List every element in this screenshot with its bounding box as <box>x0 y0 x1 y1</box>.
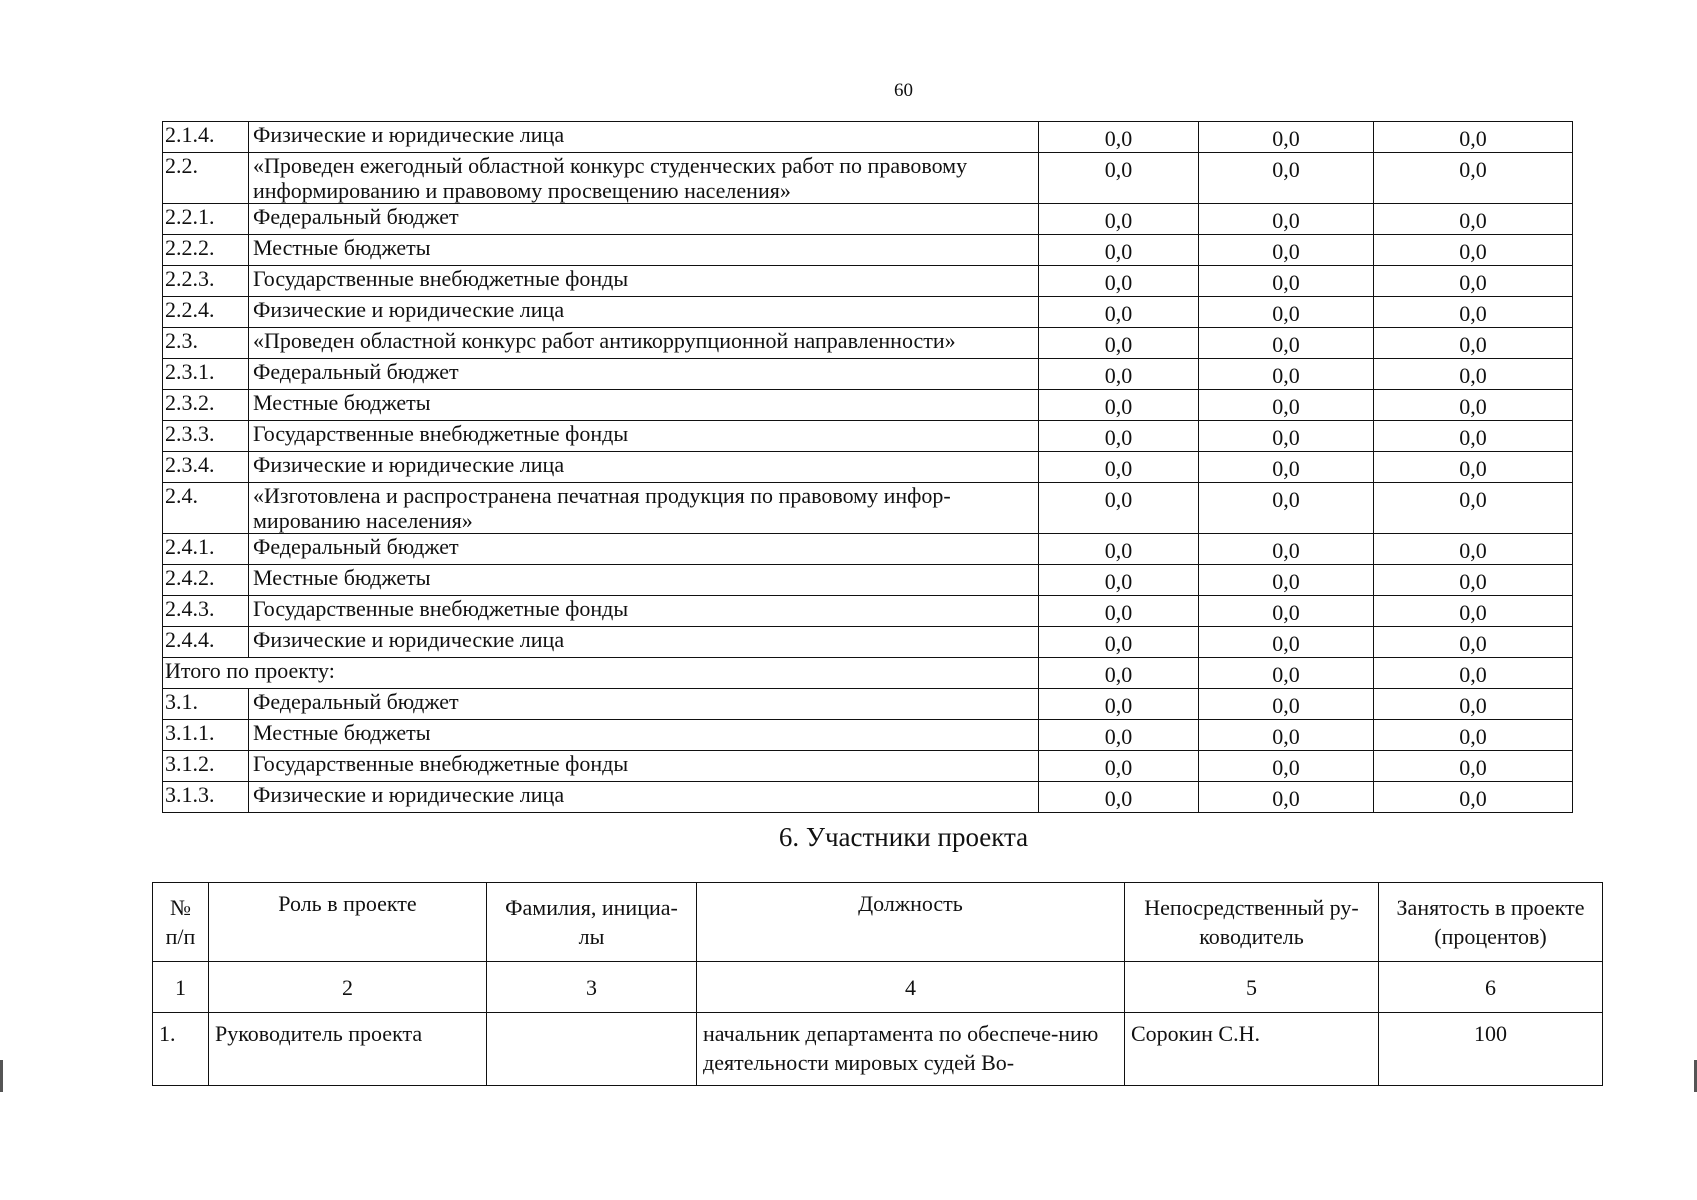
total-sub-row <box>163 751 1573 782</box>
row-code: 2.4. <box>163 483 249 534</box>
value-cell: 0,0 <box>1374 534 1573 565</box>
value-cell: 0,0 <box>1374 483 1573 534</box>
value-cell: 0,0 <box>1199 204 1374 235</box>
budget-row <box>163 266 1573 297</box>
value-cell: 0,0 <box>1199 565 1374 596</box>
value-cell: 0,0 <box>1374 328 1573 359</box>
value-cell: 0,0 <box>1199 534 1374 565</box>
row-name: Физические и юридические лица <box>249 452 1039 483</box>
row-name: Федеральный бюджет <box>249 689 1039 720</box>
page-number: 60 <box>894 80 913 101</box>
row-code: 2.4.3. <box>163 596 249 627</box>
column-number: 3 <box>487 962 697 1013</box>
value-cell: 0,0 <box>1039 266 1199 297</box>
value-cell: 0,0 <box>1199 658 1374 689</box>
value-cell: 0,0 <box>1039 235 1199 266</box>
row-code: 3.1.1. <box>163 720 249 751</box>
left-edge-mark <box>0 1060 3 1092</box>
header-manager: Непосредственный ру-ководитель <box>1125 883 1379 962</box>
budget-row <box>163 596 1573 627</box>
budget-row <box>163 627 1573 658</box>
budget-row <box>163 359 1573 390</box>
value-cell: 0,0 <box>1374 689 1573 720</box>
row-name: Местные бюджеты <box>249 720 1039 751</box>
budget-table-body <box>163 122 1573 813</box>
value-cell: 0,0 <box>1039 534 1199 565</box>
value-cell: 0,0 <box>1374 235 1573 266</box>
budget-row <box>163 235 1573 266</box>
row-name: «Изготовлена и распространена печатная продукция по правовому инфор-мированию населения» <box>249 483 1039 534</box>
value-cell: 0,0 <box>1199 483 1374 534</box>
value-cell: 0,0 <box>1374 122 1573 153</box>
value-cell: 0,0 <box>1199 122 1374 153</box>
header-number: № п/п <box>153 883 209 962</box>
budget-row <box>163 153 1573 204</box>
budget-row <box>163 204 1573 235</box>
budget-row <box>163 421 1573 452</box>
value-cell: 0,0 <box>1374 359 1573 390</box>
participant-row <box>153 1013 1603 1086</box>
row-code: 3.1. <box>163 689 249 720</box>
value-cell: 0,0 <box>1374 565 1573 596</box>
value-cell: 0,0 <box>1199 452 1374 483</box>
row-code: 2.4.4. <box>163 627 249 658</box>
row-name: «Проведен ежегодный областной конкурс студенческих работ по правовому информированию и правовому просвещению населения» <box>249 153 1039 204</box>
row-code: 2.3.1. <box>163 359 249 390</box>
participant-manager: Сорокин С.Н. <box>1125 1013 1379 1086</box>
value-cell: 0,0 <box>1199 627 1374 658</box>
value-cell: 0,0 <box>1039 483 1199 534</box>
row-name: Государственные внебюджетные фонды <box>249 751 1039 782</box>
value-cell: 0,0 <box>1199 720 1374 751</box>
value-cell: 0,0 <box>1374 266 1573 297</box>
total-sub-row <box>163 720 1573 751</box>
total-row <box>163 658 1573 689</box>
row-code: 2.3.3. <box>163 421 249 452</box>
participant-role: Руководитель проекта <box>209 1013 487 1086</box>
value-cell: 0,0 <box>1199 297 1374 328</box>
participant-name <box>487 1013 697 1086</box>
value-cell: 0,0 <box>1199 596 1374 627</box>
budget-table <box>162 121 1573 813</box>
value-cell: 0,0 <box>1374 627 1573 658</box>
value-cell: 0,0 <box>1039 122 1199 153</box>
value-cell: 0,0 <box>1039 153 1199 204</box>
value-cell: 0,0 <box>1374 782 1573 813</box>
row-name: Местные бюджеты <box>249 235 1039 266</box>
value-cell: 0,0 <box>1199 751 1374 782</box>
value-cell: 0,0 <box>1199 359 1374 390</box>
column-number-row <box>153 962 1603 1013</box>
value-cell: 0,0 <box>1374 297 1573 328</box>
value-cell: 0,0 <box>1039 627 1199 658</box>
row-code: 2.2.2. <box>163 235 249 266</box>
value-cell: 0,0 <box>1199 782 1374 813</box>
header-name: Фамилия, инициа-лы <box>487 883 697 962</box>
value-cell: 0,0 <box>1039 782 1199 813</box>
row-code: 2.2.4. <box>163 297 249 328</box>
row-code: 2.1.4. <box>163 122 249 153</box>
budget-row <box>163 534 1573 565</box>
header-role: Роль в проекте <box>209 883 487 962</box>
value-cell: 0,0 <box>1199 421 1374 452</box>
value-cell: 0,0 <box>1199 390 1374 421</box>
row-code: 2.2.1. <box>163 204 249 235</box>
participant-position: начальник департамента по обеспече-нию деятельности мировых судей Во- <box>697 1013 1125 1086</box>
row-name: Федеральный бюджет <box>249 359 1039 390</box>
row-code: 3.1.3. <box>163 782 249 813</box>
value-cell: 0,0 <box>1039 658 1199 689</box>
value-cell: 0,0 <box>1199 328 1374 359</box>
header-position: Должность <box>697 883 1125 962</box>
value-cell: 0,0 <box>1039 359 1199 390</box>
budget-row <box>163 483 1573 534</box>
row-code: 3.1.2. <box>163 751 249 782</box>
section-title: 6. Участники проекта <box>778 822 1029 852</box>
value-cell: 0,0 <box>1374 390 1573 421</box>
row-code: 2.3.4. <box>163 452 249 483</box>
value-cell: 0,0 <box>1039 596 1199 627</box>
column-number: 2 <box>209 962 487 1013</box>
column-number: 1 <box>153 962 209 1013</box>
value-cell: 0,0 <box>1039 421 1199 452</box>
participants-header-row <box>153 883 1603 962</box>
value-cell: 0,0 <box>1039 204 1199 235</box>
header-employment: Занятость в проекте (процентов) <box>1379 883 1603 962</box>
value-cell: 0,0 <box>1199 266 1374 297</box>
row-code: 2.4.1. <box>163 534 249 565</box>
value-cell: 0,0 <box>1374 204 1573 235</box>
value-cell: 0,0 <box>1374 658 1573 689</box>
row-name: Государственные внебюджетные фонды <box>249 421 1039 452</box>
value-cell: 0,0 <box>1199 689 1374 720</box>
participants-table <box>152 882 1603 1086</box>
value-cell: 0,0 <box>1374 421 1573 452</box>
row-name: Местные бюджеты <box>249 390 1039 421</box>
budget-row <box>163 122 1573 153</box>
budget-row <box>163 297 1573 328</box>
budget-row <box>163 452 1573 483</box>
row-code: 2.2.3. <box>163 266 249 297</box>
budget-row <box>163 328 1573 359</box>
column-number: 5 <box>1125 962 1379 1013</box>
value-cell: 0,0 <box>1039 328 1199 359</box>
value-cell: 0,0 <box>1039 565 1199 596</box>
value-cell: 0,0 <box>1039 720 1199 751</box>
column-number: 4 <box>697 962 1125 1013</box>
row-name: Федеральный бюджет <box>249 204 1039 235</box>
row-code: 2.4.2. <box>163 565 249 596</box>
total-sub-row <box>163 782 1573 813</box>
row-name: Государственные внебюджетные фонды <box>249 266 1039 297</box>
row-code: 2.3.2. <box>163 390 249 421</box>
participant-number: 1. <box>153 1013 209 1086</box>
row-name: Физические и юридические лица <box>249 297 1039 328</box>
value-cell: 0,0 <box>1374 751 1573 782</box>
value-cell: 0,0 <box>1039 297 1199 328</box>
value-cell: 0,0 <box>1039 689 1199 720</box>
total-sub-row <box>163 689 1573 720</box>
row-name: Физические и юридические лица <box>249 782 1039 813</box>
row-name: Государственные внебюджетные фонды <box>249 596 1039 627</box>
value-cell: 0,0 <box>1374 452 1573 483</box>
budget-row <box>163 390 1573 421</box>
row-name: Федеральный бюджет <box>249 534 1039 565</box>
value-cell: 0,0 <box>1199 235 1374 266</box>
value-cell: 0,0 <box>1374 153 1573 204</box>
value-cell: 0,0 <box>1039 390 1199 421</box>
value-cell: 0,0 <box>1199 153 1374 204</box>
row-name: Физические и юридические лица <box>249 627 1039 658</box>
row-name: Местные бюджеты <box>249 565 1039 596</box>
value-cell: 0,0 <box>1374 596 1573 627</box>
row-name: Физические и юридические лица <box>249 122 1039 153</box>
participant-employment: 100 <box>1379 1013 1603 1086</box>
value-cell: 0,0 <box>1039 452 1199 483</box>
value-cell: 0,0 <box>1374 720 1573 751</box>
row-code: 2.2. <box>163 153 249 204</box>
value-cell: 0,0 <box>1039 751 1199 782</box>
total-label: Итого по проекту: <box>163 658 1039 689</box>
row-name: «Проведен областной конкурс работ антикоррупционной направленности» <box>249 328 1039 359</box>
column-number: 6 <box>1379 962 1603 1013</box>
row-code: 2.3. <box>163 328 249 359</box>
budget-row <box>163 565 1573 596</box>
